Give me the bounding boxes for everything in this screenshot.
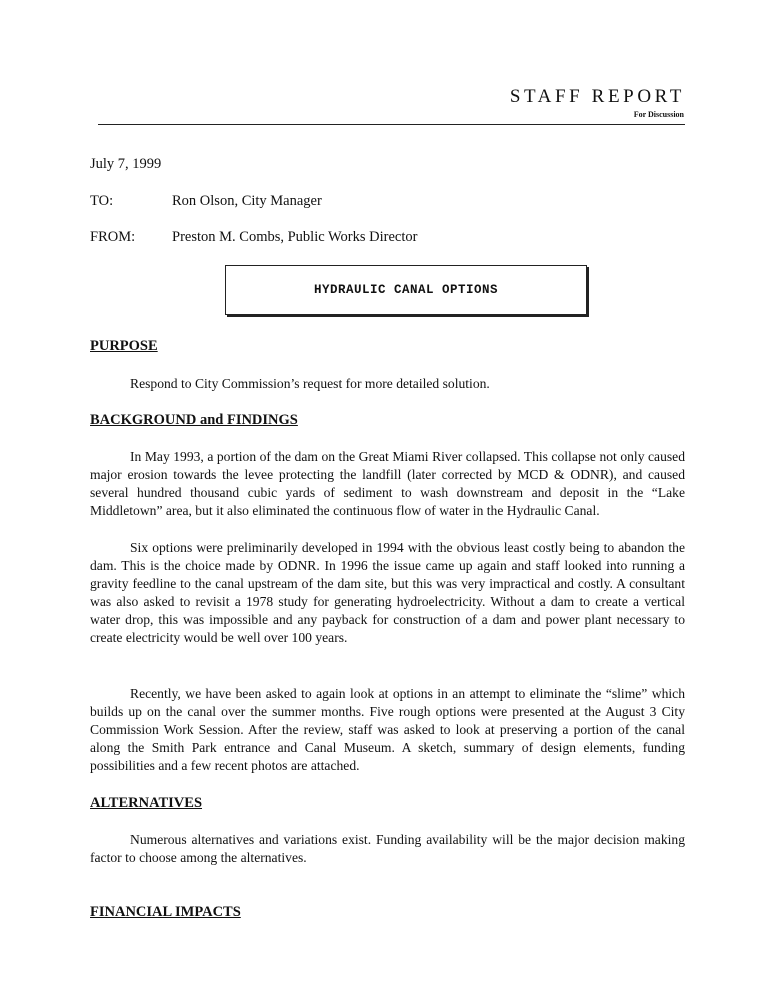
header-divider bbox=[98, 124, 685, 125]
report-subtitle: For Discussion bbox=[633, 110, 684, 119]
background-paragraph-2: Six options were preliminarily developed in 1994 with the obvious least costly being to abandon the dam. This is the choice made by ODNR. In 1996 the issue came up again and staff looked into running a gravity feedline to the canal upstream of the dam site, but this was very impractical and costly. A consultant was also asked to revisit a 1978 study for generating hydroelectricity. Without a dam to create a vertical water drop, this was impossible and any payback for construction of a dam and power plant necessary to create electricity would be well over 100 years. bbox=[90, 540, 685, 645]
memo-from-label: FROM: bbox=[90, 229, 136, 245]
purpose-heading: PURPOSE bbox=[90, 338, 158, 354]
memo-date: July 7, 1999 bbox=[90, 156, 162, 172]
background-paragraph-3: Recently, we have been asked to again look at options in an attempt to eliminate the “slime” which builds up on the canal over the summer months. Five rough options were presented at the August 3 City Commission Work Session. After the review, staff was asked to look at preserving a portion of the canal along the Smith Park entrance and Canal Museum. A sketch, summary of design elements, funding possibilities and a few recent photos are attached. bbox=[90, 686, 685, 773]
subject-title: HYDRAULIC CANAL OPTIONS bbox=[313, 283, 499, 297]
memo-from-value: Preston M. Combs, Public Works Director bbox=[172, 229, 418, 245]
financial-impacts-heading: FINANCIAL IMPACTS bbox=[90, 904, 241, 920]
background-paragraph-1: In May 1993, a portion of the dam on the Great Miami River collapsed. This collapse not only caused major erosion towards the levee protecting the landfill (later corrected by MCD & ODNR), and caused several hundred thousand cubic yards of sediment to wash downstream and deposit in the “Lake Middletown” area, but it also eliminated the continuous flow of water in the Hydraulic Canal. bbox=[90, 449, 685, 518]
subject-box bbox=[225, 265, 587, 315]
memo-to-label: TO: bbox=[90, 193, 114, 209]
memo-to-value: Ron Olson, City Manager bbox=[172, 193, 322, 209]
report-title: STAFF REPORT bbox=[509, 86, 685, 107]
alternatives-text: Numerous alternatives and variations exist. Funding availability will be the major decision making factor to choose among the alternatives. bbox=[90, 832, 685, 865]
purpose-text: Respond to City Commission’s request for more detailed solution. bbox=[130, 376, 490, 391]
background-heading: BACKGROUND and FINDINGS bbox=[90, 412, 298, 428]
alternatives-heading: ALTERNATIVES bbox=[90, 795, 203, 811]
